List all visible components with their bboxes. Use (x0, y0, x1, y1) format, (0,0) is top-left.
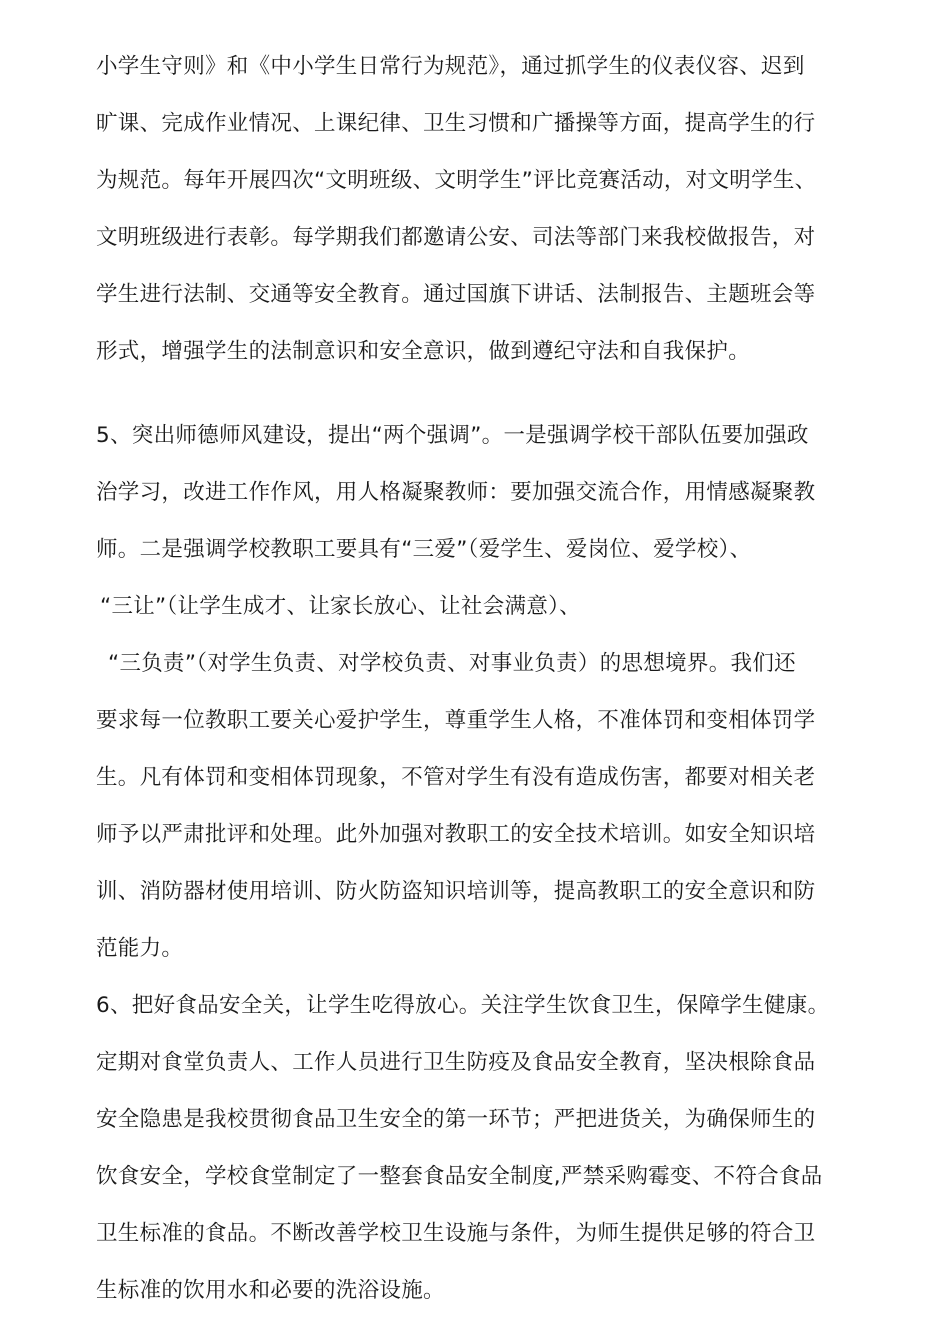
section-6-heading-line: 6、把好食品安全关，让学生吃得放心。关注学生饮食卫生，保障学生健康。 (96, 993, 830, 1018)
text-line: “三负责”（对学生负责、对学校负责、对事业负责）的思想境界。我们还 (108, 651, 796, 676)
text-line: 卫生标准的食品。不断改善学校卫生设施与条件，为师生提供足够的符合卫 (96, 1221, 816, 1246)
text-line: 饮食安全，学校食堂制定了一整套食品安全制度,严禁采购霉变、不符合食品 (96, 1164, 823, 1189)
text-line: 文明班级进行表彰。每学期我们都邀请公安、司法等部门来我校做报告，对 (96, 225, 816, 250)
text-line: 为规范。每年开展四次“文明班级、文明学生”评比竞赛活动，对文明学生、 (96, 168, 817, 193)
text-line: 安全隐患是我校贯彻食品卫生安全的第一环节；严把进货关，为确保师生的 (96, 1107, 816, 1132)
text-line: 训、消防器材使用培训、防火防盗知识培训等，提高教职工的安全意识和防 (96, 879, 816, 904)
text-line: 形式，增强学生的法制意识和安全意识，做到遵纪守法和自我保护。 (96, 339, 751, 364)
section-5-heading-line: 5、突出师德师风建设，提出“两个强调”。一是强调学校干部队伍要加强政 (96, 423, 809, 448)
text-line: 范能力。 (96, 936, 184, 961)
text-line: 生。凡有体罚和变相体罚现象，不管对学生有没有造成伤害，都要对相关老 (96, 765, 816, 790)
text-line: 旷课、完成作业情况、上课纪律、卫生习惯和广播操等方面，提高学生的行 (96, 111, 816, 136)
text-line: “三让”（让学生成才、让家长放心、让社会满意）、 (100, 594, 581, 619)
text-line: 师。二是强调学校教职工要具有“三爱”（爱学生、爱岗位、爱学校）、 (96, 537, 752, 562)
text-line: 学生进行法制、交通等安全教育。通过国旗下讲话、法制报告、主题班会等 (96, 282, 816, 307)
text-line: 治学习，改进工作作风，用人格凝聚教师：要加强交流合作，用情感凝聚教 (96, 480, 816, 505)
text-line: 生标准的饮用水和必要的洗浴设施。 (96, 1278, 445, 1303)
text-line: 定期对食堂负责人、工作人员进行卫生防疫及食品安全教育，坚决根除食品 (96, 1050, 816, 1075)
text-line: 要求每一位教职工要关心爱护学生，尊重学生人格，不准体罚和变相体罚学 (96, 708, 816, 733)
text-line: 小学生守则》和《中小学生日常行为规范》，通过抓学生的仪表仪容、迟到 (96, 54, 805, 79)
text-line: 师予以严肃批评和处理。此外加强对教职工的安全技术培训。如安全知识培 (96, 822, 816, 847)
